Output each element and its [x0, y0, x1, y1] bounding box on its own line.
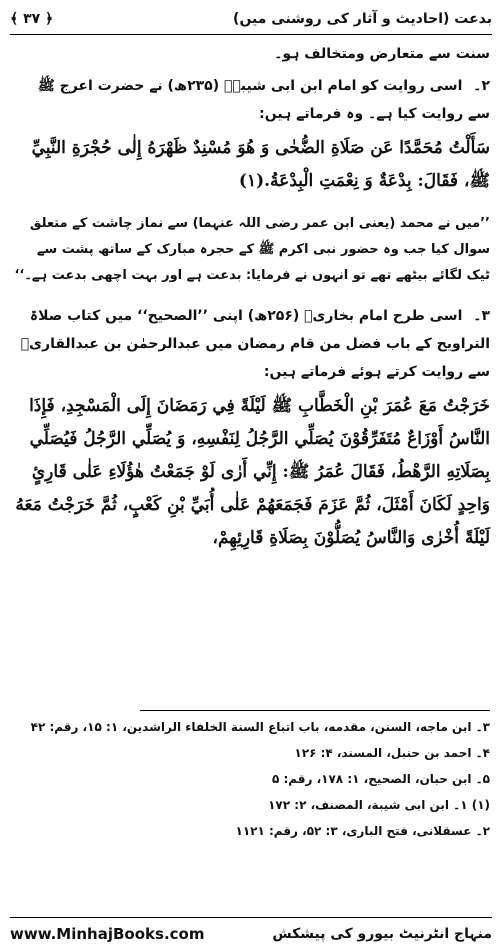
footnote: ۲۔ عسقلانی، فتح الباری، ۳: ۵۲، رقم: ۱۱۲۱: [235, 824, 490, 838]
item-2-text: [12, 72, 490, 128]
page-footer: [10, 922, 492, 946]
item-3-body: اسی طرح امام بخاریؒ (۲۵۶ھ) اپنی ’’الصحیح‘‘ میں کتاب صلاۃ التراویح کے باب فضل من قام رمضان میں عبدالرحمٰن بن عبدالقاریؒ سے روایت کرتے ہوئے فرماتے ہیں:: [20, 308, 490, 380]
item-2-number: ۲۔: [473, 78, 490, 94]
footnote: ۴۔ احمد بن حنبل، المسند، ۴: ۱۲۶: [294, 746, 490, 760]
footnote: (۱) ۱۔ ابن ابی شيبة، المصنف، ۲: ۱۷۲: [268, 798, 490, 812]
footnote: ۳۔ ابن ماجه، السنن، مقدمه، باب اتباع السنة الخلفاء الراشدين، ۱: ۱۵، رقم: ۴۲: [30, 720, 490, 734]
page-body: [12, 40, 490, 559]
footnotes: [12, 716, 490, 846]
footnote: ۵۔ ابن حبان، الصحيح، ۱: ۱۷۸، رقم: ۵: [271, 772, 490, 786]
item-2-arabic-hadith: سَأَلْتُ مُحَمَّدًا عَن صَلَاةِ الضُّحٰی وَ هُوَ مُسْنِدٌ ظَهْرَهُ إِلٰی حُجْرَةِ النَّبِيِّ ﷺ، فَقَالَ: بِدْعَةٌ وَ نِعْمَتِ الْبِدْعَةُ.(١): [31, 138, 490, 191]
item-3-text: [12, 302, 490, 386]
footer-divider: [10, 917, 492, 918]
publisher-credit: منہاج انٹرنیٹ بیورو کی پیشکش: [272, 926, 492, 942]
item-2-translation: ’’میں نے محمد (یعنی ابن عمر رضی اللہ عنہما) سے نماز چاشت کے متعلق سوال کیا جب وہ حضور نبی اکرم ﷺ کے حجرہ مبارک کے ساتھ پشت سے ٹیک لگائے بیٹھے تھے تو انہوں نے فرمایا: بدعت ہے اور بہت اچھی بدعت ہے۔‘‘: [14, 216, 490, 283]
header-divider: [10, 34, 492, 35]
running-title: بدعت (احادیث و آثار کی روشنی میں): [233, 11, 492, 27]
body-line-1: سنت سے متعارض ومتخالف ہو۔: [274, 46, 490, 62]
page-number: ﴿ ۳۷ ﴾: [10, 11, 54, 27]
item-2-body: اسی روایت کو امام ابن ابی شیبہؒ (۲۳۵ھ) نے حضرت اعرج ﷺ سے روایت کیا ہے۔ وہ فرماتے ہیں:: [37, 78, 490, 122]
page-header: [10, 6, 492, 32]
item-3-arabic-hadith: خَرَجْتُ مَعَ عُمَرَ بْنِ الْخَطَّابِ ﷺ لَيْلَةً فِي رَمَضَانَ إِلَی الْمَسْجِدِ، فَإِذَا النَّاسُ أَوْزَاعٌ مُتَفَرِّقُوْنَ يُصَلِّي الرَّجُلُ لِنَفْسِهِ، وَ يُصَلِّي الرَّجُلُ فَيُصَلِّي بِصَلَاتِهِ الرَّهْطُ، فَقَالَ عُمَرُ ﷺ: إِنِّي أَرٰی لَوْ جَمَعْتُ هٰؤُلَاءِ عَلٰی قَارِیٍٔ وَاحِدٍ لَكَانَ أَمْثَلَ، ثُمَّ عَزَمَ فَجَمَعَهُمْ عَلٰی أُبَيِّ بْنِ كَعْبٍ، ثُمَّ خَرَجْتُ مَعَهُ لَيْلَةً أُخْرٰی وَالنَّاسُ يُصَلُّوْنَ بِصَلَاةِ قَارِئِهِمْ،: [15, 396, 490, 548]
item-3-number: ۳۔: [473, 308, 490, 324]
website-link[interactable]: www.MinhajBooks.com: [10, 925, 205, 943]
footnote-divider: [140, 710, 490, 711]
